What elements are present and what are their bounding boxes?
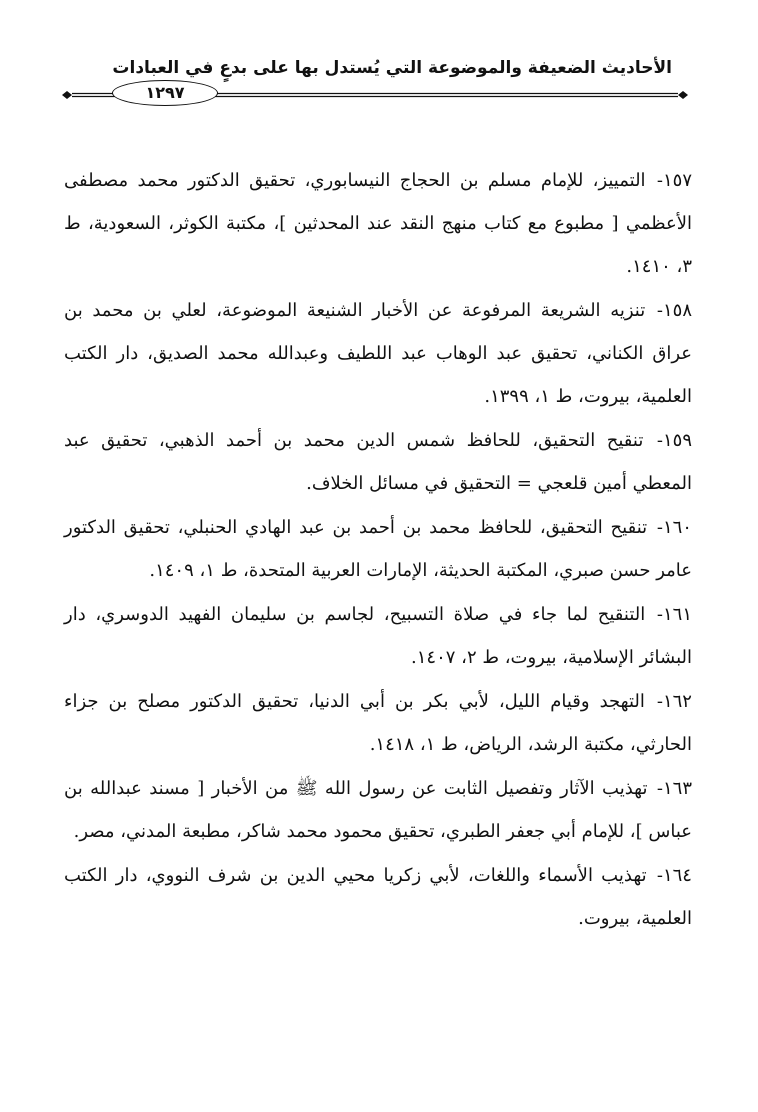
entry-number: ١٥٨-	[656, 300, 692, 321]
entry-text: التنقيح لما جاء في صلاة التسبيح، لجاسم بن سليمان الفهيد الدوسري، دار البشائر الإسلامية، بيروت، ط ٢، ١٤٠٧.	[64, 604, 692, 668]
running-header-title: الأحاديث الضعيفة والموضوعة التي يُستدل بها على بدعٍ في العبادات	[112, 58, 672, 78]
bibliography-entry-159	[64, 419, 692, 505]
bibliography-entry-164	[64, 854, 692, 940]
entry-number: ١٥٧-	[656, 170, 692, 191]
entry-number: ١٦٢-	[656, 691, 692, 712]
entry-text: تنقيح التحقيق، للحافظ محمد بن أحمد بن عبد الهادي الحنبلي، تحقيق الدكتور عامر حسن صبري، المكتبة الحديثة، الإمارات العربية المتحدة، ط ١، ١٤٠٩.	[64, 517, 692, 581]
entry-text: تهذيب الآثار وتفصيل الثابت عن رسول الله ﷺ من الأخبار [ مسند عبدالله بن عباس ]، للإمام أبي جعفر الطبري، تحقيق محمود محمد شاكر، مطبعة المدني، مصر.	[64, 778, 692, 842]
entry-text: التهجد وقيام الليل، لأبي بكر بن أبي الدنيا، تحقيق الدكتور مصلح بن جزاء الحارثي، مكتبة الرشد، الرياض، ط ١، ١٤١٨.	[64, 691, 692, 755]
page-number-badge: ١٢٩٧	[112, 80, 218, 106]
entry-text: تهذيب الأسماء واللغات، لأبي زكريا محيي الدين بن شرف النووي، دار الكتب العلمية، بيروت.	[64, 865, 692, 929]
bibliography-entry-162	[64, 680, 692, 766]
entry-text: تنقيح التحقيق، للحافظ شمس الدين محمد بن أحمد الذهبي، تحقيق عبد المعطي أمين قلعجي = التحقيق في مسائل الخلاف.	[64, 430, 692, 494]
bibliography-entry-163	[64, 767, 692, 853]
bibliography-entry-160	[64, 506, 692, 592]
bibliography-entry-157	[64, 159, 692, 288]
entry-number: ١٦٠-	[656, 517, 692, 538]
entry-number: ١٥٩-	[656, 430, 692, 451]
bibliography-entry-161	[64, 593, 692, 679]
entry-number: ١٦٤-	[656, 865, 692, 886]
entry-text: تنزيه الشريعة المرفوعة عن الأخبار الشنيعة الموضوعة، لعلي بن محمد بن عراق الكناني، تحقيق عبد الوهاب عبد اللطيف وعبدالله محمد الصديق، دار الكتب العلمية، بيروت، ط ١، ١٣٩٩.	[64, 300, 692, 407]
bibliography-list	[64, 159, 692, 941]
entry-number: ١٦١-	[656, 604, 692, 625]
entry-text: التمييز، للإمام مسلم بن الحجاج النيسابوري، تحقيق الدكتور محمد مصطفى الأعظمي [ مطبوع مع كتاب منهج النقد عند المحدثين ]، مكتبة الكوثر، السعودية، ط ٣، ١٤١٠.	[64, 170, 692, 277]
entry-number: ١٦٣-	[656, 778, 692, 799]
bibliography-entry-158	[64, 289, 692, 418]
